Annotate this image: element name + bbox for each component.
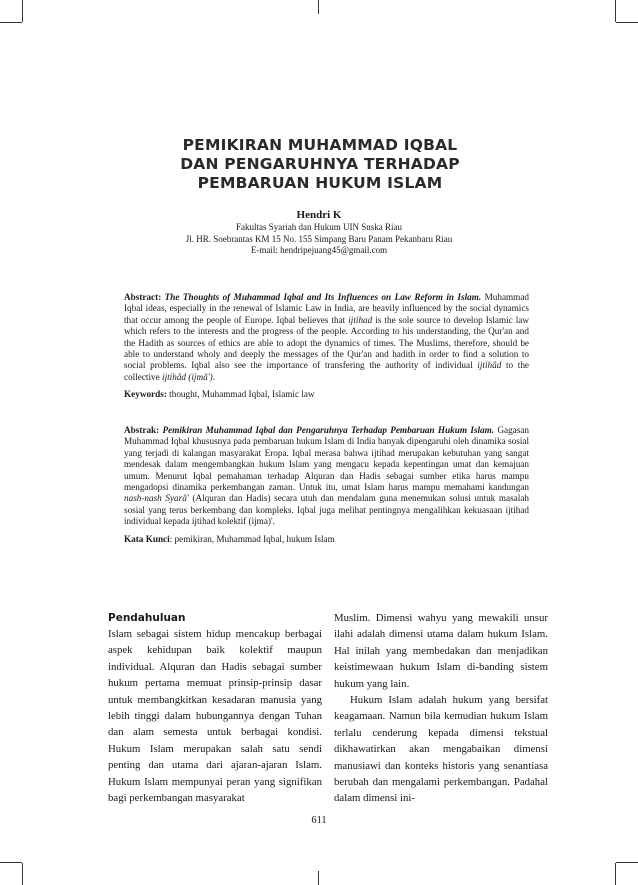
affiliation-line: Jl. HR. Soebrantas KM 15 No. 155 Simpang Baru Panam Pekanbaru Riau	[185, 233, 453, 244]
affiliation-line: Fakultas Syariah dan Hukum UIN Suska Riau	[236, 222, 402, 232]
kata-kunci-separator: :	[169, 533, 173, 544]
paper-title	[110, 136, 530, 193]
title-line: DAN PENGARUHNYA TERHADAP	[180, 155, 460, 173]
section-heading: Pendahuluan	[108, 612, 186, 624]
left-column	[108, 610, 322, 806]
abstract-label: Abstract:	[124, 292, 162, 302]
abstract-title: Pemikiran Muhammad Iqbal dan Pengaruhnya Terhadap Pembaruan Hukum Islam.	[162, 425, 495, 435]
right-column	[334, 610, 548, 807]
crop-mark	[318, 871, 319, 885]
abstract-text: Gagasan Muhammad Iqbal khususnya pada pembaruan hukum Islam di India banyak dipengaruhi oleh dinamika sosial yang terjadi di kalangan masyarakat Eropa. Iqbal merasa bahwa ijtihad merupakan kebutuhan yang sangat mendesak dalam mengembangkan hukum Islam yang mengacu kepada kepentingan umat dan kemajuan umum. Menurut Iqbal pemahaman terhadap Alquran dan Hadis sebagai sumber etika harus mampu mengadopsi dinamika perkembangan zaman. Untuk itu, umat Islam harus mampu memahami kandungan	[124, 425, 530, 493]
abstract-indonesian	[124, 425, 529, 545]
abstract-term: ijtihâd (ijmâ')	[162, 371, 213, 382]
keywords-separator: :	[163, 389, 167, 400]
abstract-paragraph	[124, 292, 529, 383]
author-name: Hendri K	[296, 209, 342, 221]
title-line: PEMIKIRAN MUHAMMAD IQBAL	[182, 136, 458, 154]
abstract-text: .	[212, 371, 216, 382]
crop-mark	[318, 0, 319, 14]
kata-kunci-label: Kata Kunci	[124, 533, 170, 544]
abstract-term: ijtihâd	[477, 360, 502, 371]
kata-kunci	[124, 534, 529, 545]
body-paragraph: Hukum Islam adalah hukum yang bersifat keagamaan. Namun bila kemudian hukum Islam terlalu cenderung kepada dimensi tekstual dikhawatirkan akan mengabaikan dimensi manusiawi dan konteks historis yang senantiasa berubah dan mengalami perkembangan. Padahal dalam dimensi ini-	[334, 694, 548, 805]
abstract-text: to the collective	[124, 360, 530, 382]
kata-kunci-text: pemikiran, Muhammad Iqbal, hukum Islam	[174, 533, 335, 544]
crop-mark	[0, 862, 22, 863]
abstract-text: Muhammad Iqbal ideas, especially in the renewal of Islamic Law in India, are heavily influenced by the social dynamics that occur among the people of Europe. Iqbal believes that	[124, 292, 529, 325]
abstract-term: ijtihad	[348, 314, 373, 325]
crop-mark	[22, 0, 23, 22]
crop-mark	[616, 862, 638, 863]
crop-mark	[0, 22, 22, 23]
keywords-text: thought, Muhammad Iqbal, Islamic law	[169, 389, 315, 400]
abstract-label: Abstrak:	[124, 425, 160, 435]
crop-mark	[615, 0, 616, 22]
crop-mark	[615, 863, 616, 885]
affiliation	[0, 222, 638, 257]
email-line: E-mail: hendripejuang45@gmail.com	[250, 245, 388, 255]
body-paragraph: Islam sebagai sistem hidup mencakup berbagai aspek kehidupan baik kolektif maupun individual. Alquran dan Hadis sebagai sumber hukum pertama memuat prinsip-prinsip dasar untuk membangkitkan kesadaran manusia yang lebih tinggi dalam hubungannya dengan Tuhan dan alam semesta untuk berbagai kondisi. Hukum Islam merupakan salah satu sendi penting dan utama dari ajaran-ajaran Islam. Hukum Islam mempunyai peran yang signifikan bagi perkembangan masyarakat	[108, 628, 322, 805]
keywords-label: Keywords	[124, 389, 164, 400]
abstract-english	[124, 292, 529, 401]
abstract-paragraph	[124, 425, 529, 528]
title-line: PEMBARUAN HUKUM ISLAM	[197, 174, 443, 192]
crop-mark	[22, 863, 23, 885]
abstract-term: nash-nash Syarâ'	[124, 493, 189, 504]
body-paragraph: Muslim. Dimensi wahyu yang mewakili unsur ilahi adalah dimensi utama dalam hukum Islam. Hal inilah yang membedakan dan menjadikan keistimewaan hukum Islam di-banding sistem hukum yang lain.	[334, 612, 548, 690]
crop-mark	[616, 22, 638, 23]
abstract-title: The Thoughts of Muhammad Iqbal and Its Influences on Law Reform in Islam.	[164, 292, 482, 302]
abstract-text: (Alquran dan Hadis) secara utuh dan mendalam guna menemukan solusi untuk masalah sosial yang terus berkembang dan kompleks. Iqbal juga melihat pentingnya mengalihkan kekuasaan ijtihad individual kepada ijtihad kolektif (ijma)'.	[124, 493, 529, 527]
keywords	[124, 389, 529, 400]
page-number: 611	[311, 815, 327, 826]
abstract-text: is the sole source to develop Islamic law which refers to the interests and the progress of the people. According to his understanding, the Qur'an and the Hadith as sources of ethics are able to adopt the dynamics of times. The Muslims, therefore, should be able to understand wholy and deeply the messages of the Qur'an and hadith in order to find a solution to social problems. Iqbal also see the importance of transfering the authority of individual	[124, 314, 530, 371]
